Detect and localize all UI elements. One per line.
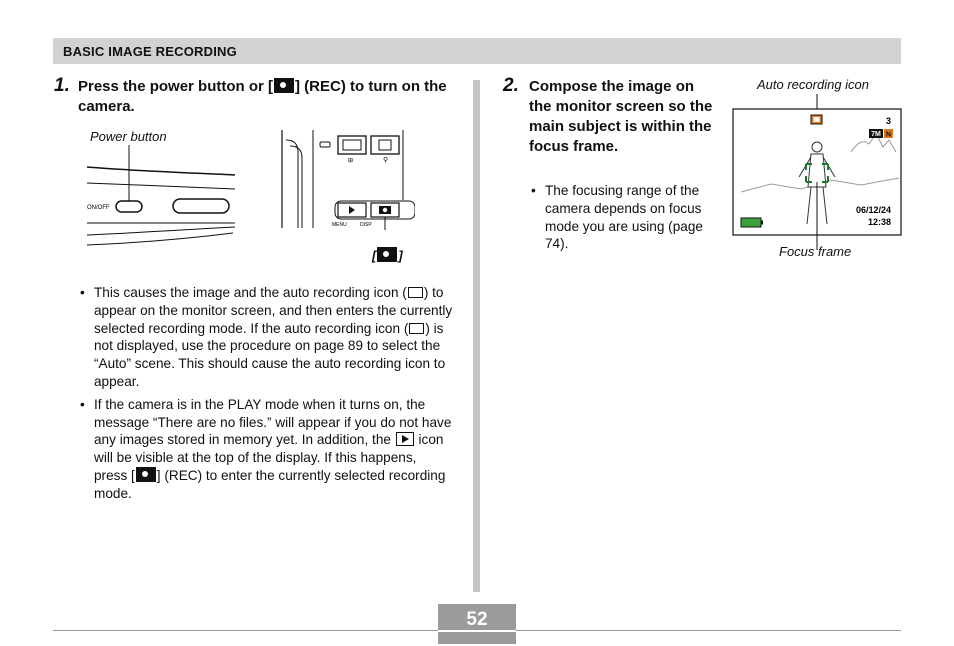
power-button <box>116 201 142 212</box>
focus-frame-caption: Focus frame <box>779 244 852 259</box>
bullet-item: • If the camera is in the PLAY mode when it turns on, the message “There are no files.” will appear if you do not have any images stored in memory yet. In addition, the icon will be visible at the top of the display. If this happens, press [ ] (REC) to enter the currently selected recording mode. <box>78 396 453 503</box>
step-1-number: 1. <box>54 75 70 96</box>
camera-icon <box>136 467 156 482</box>
svg-text:⊞: ⊞ <box>348 158 354 164</box>
step-1-title-end: ] (REC) to turn on the camera. <box>78 78 447 115</box>
play-icon <box>396 432 414 446</box>
step-2-number: 2. <box>503 75 519 96</box>
svg-text:⚲: ⚲ <box>383 157 389 164</box>
time-readout: 12:38 <box>867 217 891 227</box>
monitor-screen-illustration <box>731 92 903 252</box>
step-1-title <box>78 77 463 117</box>
image-quality: N <box>885 131 892 139</box>
camera-icon <box>377 247 397 262</box>
camera-top-illustration <box>85 145 237 250</box>
disp-label: DISP <box>360 222 372 228</box>
auto-recording-icon <box>408 287 423 298</box>
camera-icon <box>274 78 294 93</box>
page-number: 52 <box>466 609 488 630</box>
column-divider <box>473 80 480 592</box>
date-readout: 06/12/24 <box>855 205 891 215</box>
battery-icon <box>741 218 761 227</box>
menu-label: MENU <box>332 222 347 228</box>
bullet-item: • The focusing range of the camera depends on focus mode you are using (page 74). <box>529 182 714 253</box>
bullet-item: • This causes the image and the auto recording icon ( ) to appear on the monitor screen, and then enters the currently selected recording mode. If the auto recording icon ( ) is not displayed, use the procedure on page 89 to select the “Auto” scene. This should cause the auto recording icon to appear. <box>78 284 453 391</box>
step-2-title: Compose the image on the monitor screen so the main subject is within the focus frame. <box>529 78 713 155</box>
image-size: 7M <box>871 131 881 138</box>
shutter-slot <box>173 199 229 213</box>
step-1-title-start: Press the power button or [ <box>78 78 274 95</box>
step-2-bullets <box>529 182 714 258</box>
auto-recording-icon-caption: Auto recording icon <box>757 77 870 92</box>
auto-recording-icon <box>409 323 424 334</box>
camera-back-illustration <box>280 130 415 230</box>
onoff-label: ON/OFF <box>87 205 110 211</box>
remaining-shots: 3 <box>885 116 891 126</box>
bracket-left: [ <box>372 248 377 263</box>
page-number-box <box>438 604 516 644</box>
step-1-bullets <box>78 284 453 508</box>
power-button-caption: Power button <box>90 129 167 144</box>
section-header <box>53 38 901 64</box>
section-title: BASIC IMAGE RECORDING <box>63 44 237 59</box>
bracket-right: ] <box>398 248 403 263</box>
rec-button-caption <box>372 247 403 263</box>
